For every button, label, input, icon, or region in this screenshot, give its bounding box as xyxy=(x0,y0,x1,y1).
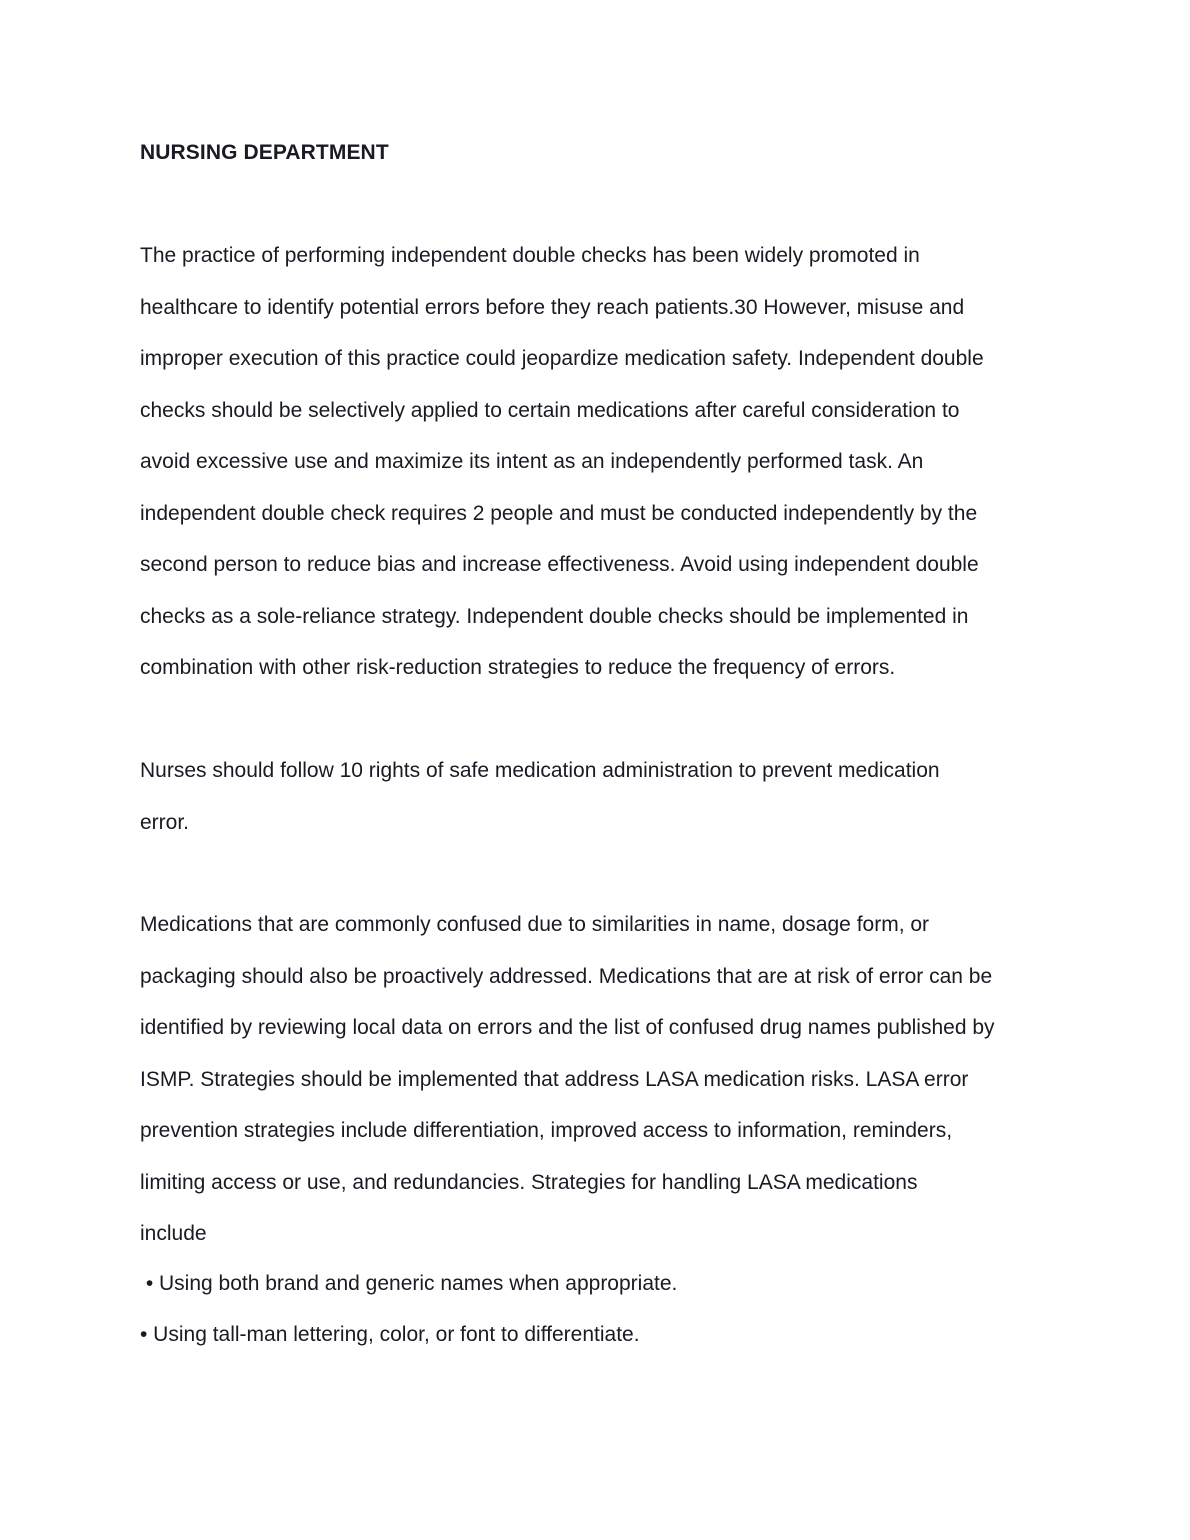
paragraph-line: limiting access or use, and redundancies. Strategies for handling LASA medications xyxy=(140,1170,918,1194)
bullet-item: • Using both brand and generic names when appropriate. xyxy=(140,1272,678,1295)
paragraph-line: include xyxy=(140,1222,207,1245)
page-title: NURSING DEPARTMENT xyxy=(140,141,389,164)
paragraph-line: packaging should also be proactively addressed. Medications that are at risk of error can be xyxy=(140,964,993,988)
paragraph-line: independent double check requires 2 people and must be conducted independently by the xyxy=(140,501,978,525)
paragraph-line: checks as a sole-reliance strategy. Independent double checks should be implemented in xyxy=(140,604,969,628)
paragraph-line: prevention strategies include differentiation, improved access to information, reminders, xyxy=(140,1119,953,1142)
paragraph-line: Medications that are commonly confused due to similarities in name, dosage form, or xyxy=(140,913,930,936)
bullet-item: • Using tall-man lettering, color, or font to differentiate. xyxy=(140,1323,640,1346)
paragraph-line: improper execution of this practice could jeopardize medication safety. Independent double xyxy=(140,347,984,370)
paragraph-line: The practice of performing independent double checks has been widely promoted in xyxy=(140,244,920,267)
paragraph-double-checks xyxy=(140,230,1060,694)
paragraph-line: second person to reduce bias and increase effectiveness. Avoid using independent double xyxy=(140,553,979,576)
paragraph-line: healthcare to identify potential errors before they reach patients.30 However, misuse and xyxy=(140,295,965,319)
paragraph-lasa-medications xyxy=(140,899,1060,1260)
paragraph-line: combination with other risk-reduction strategies to reduce the frequency of errors. xyxy=(140,656,896,679)
paragraph-line: error. xyxy=(140,810,190,834)
paragraph-line: ISMP. Strategies should be implemented that address LASA medication risks. LASA error xyxy=(140,1067,969,1091)
paragraph-line: identified by reviewing local data on errors and the list of confused drug names published by xyxy=(140,1016,995,1039)
paragraph-line: Nurses should follow 10 rights of safe medication administration to prevent medication xyxy=(140,759,940,782)
paragraph-line: checks should be selectively applied to certain medications after careful consideration to xyxy=(140,398,960,422)
paragraph-line: avoid excessive use and maximize its intent as an independently performed task. An xyxy=(140,450,924,473)
paragraph-ten-rights xyxy=(140,745,1060,848)
